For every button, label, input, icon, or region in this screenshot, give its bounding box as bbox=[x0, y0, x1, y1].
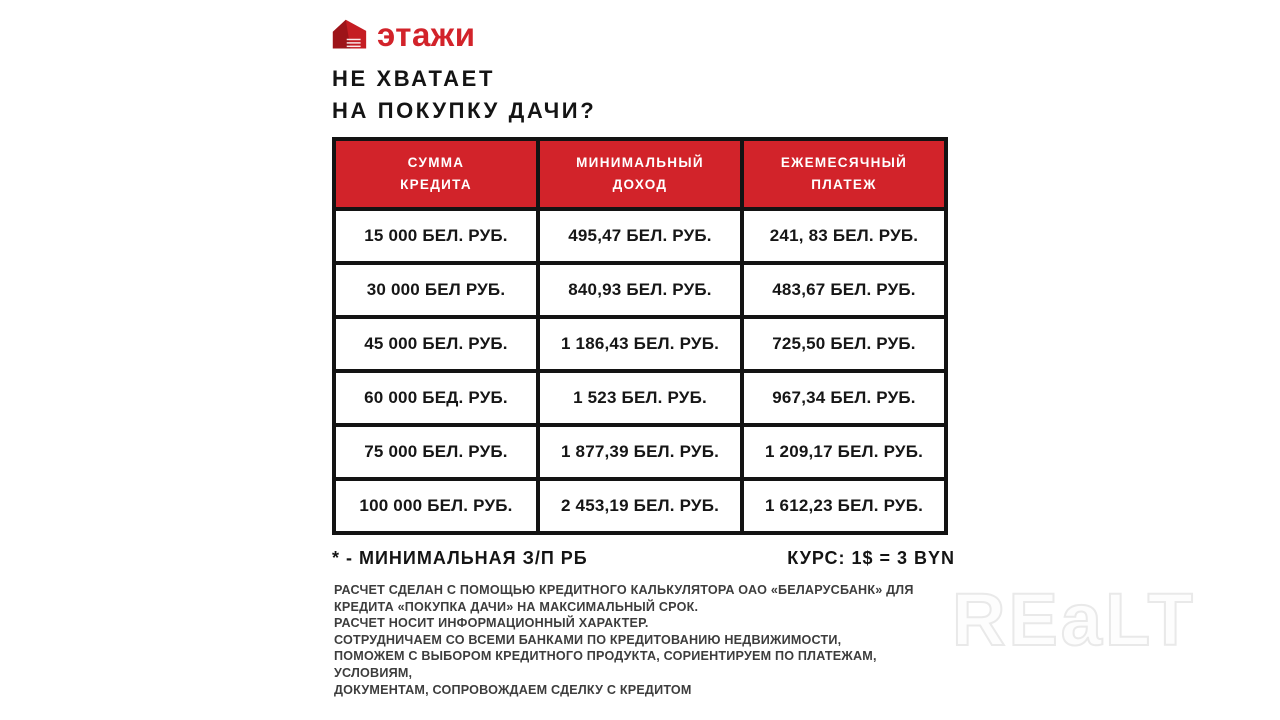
table-cell: 100 000 БЕЛ. РУБ. bbox=[334, 479, 538, 533]
table-cell: 483,67 БЕЛ. РУБ. bbox=[742, 263, 946, 317]
table-row bbox=[334, 263, 946, 317]
header-label: КРЕДИТА bbox=[400, 177, 472, 192]
header-label: ЕЖЕМЕСЯЧНЫЙ bbox=[780, 155, 908, 171]
table-cell: 2 453,19 БЕЛ. РУБ. bbox=[538, 479, 742, 533]
header-cell-loan-amount bbox=[334, 139, 538, 209]
house-icon bbox=[331, 17, 368, 54]
heading-line-1: НЕ ХВАТАЕТ bbox=[332, 66, 495, 91]
table-row bbox=[334, 317, 946, 371]
table-cell: 1 523 БЕЛ. РУБ. bbox=[538, 371, 742, 425]
table-cell: 1 877,39 БЕЛ. РУБ. bbox=[538, 425, 742, 479]
table-cell: 1 186,43 БЕЛ. РУБ. bbox=[538, 317, 742, 371]
table-row bbox=[334, 209, 946, 263]
table-cell: 15 000 БЕЛ. РУБ. bbox=[334, 209, 538, 263]
header-row bbox=[334, 139, 946, 209]
table-cell: 840,93 БЕЛ. РУБ. bbox=[538, 263, 742, 317]
table-row bbox=[334, 425, 946, 479]
header-cell-min-income bbox=[538, 139, 742, 209]
footnote-min-salary: * - МИНИМАЛЬНАЯ З/П РБ bbox=[332, 548, 588, 568]
table-cell: 725,50 БЕЛ. РУБ. bbox=[742, 317, 946, 371]
header-label: МИНИМАЛЬНЫЙ bbox=[576, 155, 704, 171]
table-row bbox=[334, 371, 946, 425]
disclaimer-line: КРЕДИТА «ПОКУПКА ДАЧИ» НА МАКСИМАЛЬНЫЙ СРОК. bbox=[334, 599, 699, 614]
table-cell: 241, 83 БЕЛ. РУБ. bbox=[742, 209, 946, 263]
table-cell: 495,47 БЕЛ. РУБ. bbox=[538, 209, 742, 263]
credit-table-body bbox=[334, 209, 946, 533]
header-label: ПЛАТЕЖ bbox=[811, 177, 877, 192]
heading-line-2: НА ПОКУПКУ ДАЧИ? bbox=[332, 98, 597, 123]
header-label: СУММА bbox=[407, 155, 465, 171]
table-row bbox=[334, 479, 946, 533]
credit-table bbox=[332, 137, 948, 535]
realt-watermark: REaLT bbox=[952, 578, 1196, 661]
table-cell: 45 000 БЕЛ. РУБ. bbox=[334, 317, 538, 371]
disclaimer-line: ПОМОЖЕМ С ВЫБОРОМ КРЕДИТНОГО ПРОДУКТА, СОРИЕНТИРУЕМ ПО ПЛАТЕЖАМ, bbox=[334, 649, 877, 664]
credit-table-header bbox=[334, 139, 946, 209]
disclaimer-line: УСЛОВИЯМ, bbox=[334, 665, 413, 680]
disclaimer-line: ДОКУМЕНТАМ, СОПРОВОЖДАЕМ СДЕЛКУ С КРЕДИТОМ bbox=[334, 682, 692, 697]
disclaimer-line: РАСЧЕТ НОСИТ ИНФОРМАЦИОННЫЙ ХАРАКТЕР. bbox=[334, 616, 649, 631]
header-cell-monthly-payment bbox=[742, 139, 946, 209]
table-cell: 1 209,17 БЕЛ. РУБ. bbox=[742, 425, 946, 479]
disclaimer-line: СОТРУДНИЧАЕМ СО ВСЕМИ БАНКАМИ ПО КРЕДИТОВАНИЮ НЕДВИЖИМОСТИ, bbox=[334, 632, 842, 647]
footnote-row bbox=[332, 548, 955, 569]
header-label: ДОХОД bbox=[612, 177, 668, 192]
disclaimer-line: РАСЧЕТ СДЕЛАН С ПОМОЩЬЮ КРЕДИТНОГО КАЛЬКУЛЯТОРА ОАО «БЕЛАРУСБАНК» ДЛЯ bbox=[334, 583, 914, 597]
table-cell: 75 000 БЕЛ. РУБ. bbox=[334, 425, 538, 479]
etazhi-logo bbox=[331, 17, 476, 54]
table-cell: 967,34 БЕЛ. РУБ. bbox=[742, 371, 946, 425]
logo-text: этажи bbox=[377, 16, 476, 53]
disclaimer-text bbox=[334, 582, 914, 698]
table-cell: 30 000 БЕЛ РУБ. bbox=[334, 263, 538, 317]
main-heading bbox=[332, 63, 596, 127]
table-cell: 60 000 БЕД. РУБ. bbox=[334, 371, 538, 425]
table-cell: 1 612,23 БЕЛ. РУБ. bbox=[742, 479, 946, 533]
footnote-exchange-rate: КУРС: 1$ = 3 BYN bbox=[787, 548, 955, 568]
